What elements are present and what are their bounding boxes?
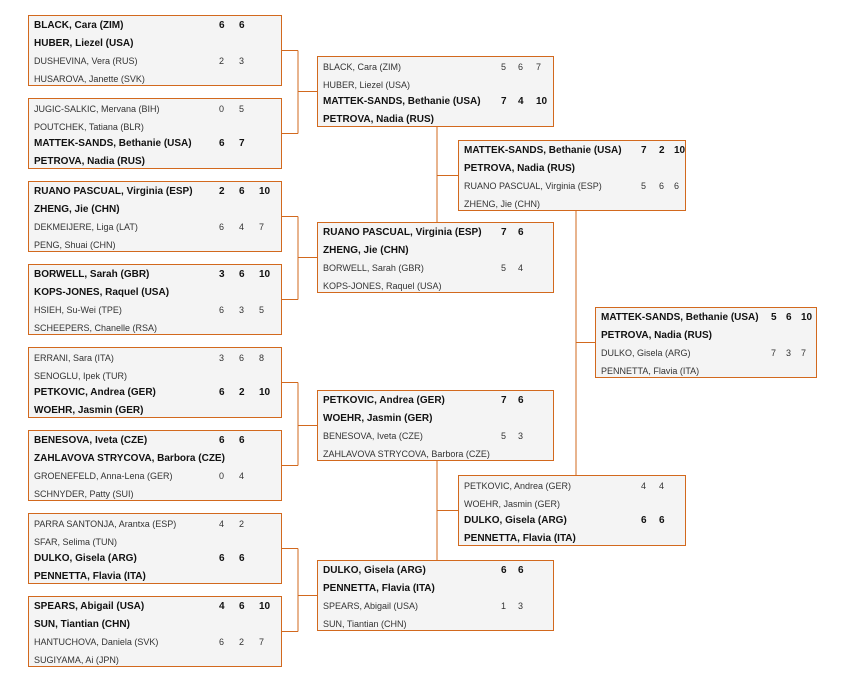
set-score: 6 (219, 305, 225, 315)
match-box (317, 390, 554, 461)
set-score: 6 (239, 269, 245, 280)
player-row (601, 363, 812, 379)
set-score: 6 (518, 227, 524, 238)
player-row (34, 53, 277, 69)
match-box (28, 98, 282, 169)
set-score: 2 (239, 637, 245, 647)
player-row (34, 385, 277, 401)
player-name: PETROVA, Nadia (RUS) (464, 162, 575, 174)
match-box (28, 181, 282, 252)
set-score: 6 (239, 186, 245, 197)
player-row (34, 219, 277, 235)
player-row (34, 617, 277, 633)
player-name: PETROVA, Nadia (RUS) (323, 113, 434, 125)
player-row (34, 551, 277, 567)
player-row (34, 202, 277, 218)
set-score: 6 (786, 312, 792, 323)
player-row (34, 119, 277, 135)
set-score: 6 (219, 637, 225, 647)
player-row (323, 428, 549, 444)
set-score: 6 (239, 435, 245, 446)
player-name: BLACK, Cara (ZIM) (323, 62, 402, 72)
match-box (28, 430, 282, 501)
set-score: 4 (659, 481, 665, 491)
set-score: 2 (239, 387, 245, 398)
set-score: 6 (518, 62, 524, 72)
set-score: 6 (219, 138, 225, 149)
set-score: 4 (641, 481, 647, 491)
set-score: 7 (501, 227, 507, 238)
set-score: 4 (518, 96, 524, 107)
set-score: 5 (259, 305, 265, 315)
set-score: 3 (239, 56, 245, 66)
player-name: RUANO PASCUAL, Virginia (ESP) (323, 227, 482, 238)
set-score: 7 (239, 138, 245, 149)
set-score: 6 (239, 20, 245, 31)
set-score: 6 (239, 553, 245, 564)
player-name: ZHENG, Jie (CHN) (323, 244, 409, 256)
set-score: 3 (518, 431, 524, 441)
player-name: SUN, Tiantian (CHN) (34, 618, 130, 630)
match-box (28, 347, 282, 418)
set-score: 7 (501, 96, 507, 107)
set-score: 6 (219, 20, 225, 31)
set-score: 2 (219, 186, 225, 197)
set-score: 5 (501, 263, 507, 273)
player-name: RUANO PASCUAL, Virginia (ESP) (34, 186, 193, 197)
player-row (323, 616, 549, 632)
set-score: 3 (219, 269, 225, 280)
set-score: 4 (219, 519, 225, 529)
set-score: 6 (518, 565, 524, 576)
player-name: SENOGLU, Ipek (TUR) (34, 370, 128, 381)
player-row (34, 320, 277, 336)
set-score: 10 (259, 601, 271, 612)
set-score: 4 (518, 263, 524, 273)
player-name: SFAR, Selima (TUN) (34, 536, 118, 547)
player-name: KOPS-JONES, Raquel (USA) (34, 286, 170, 298)
player-row (323, 77, 549, 93)
player-row (34, 634, 277, 650)
player-name: SPEARS, Abigail (USA) (323, 601, 419, 611)
player-row (464, 531, 681, 547)
player-name: MATTEK-SANDS, Bethanie (USA) (34, 138, 192, 149)
match-box (28, 264, 282, 335)
player-row (323, 243, 549, 259)
player-row (34, 368, 277, 384)
player-name: PENG, Shuai (CHN) (34, 239, 116, 250)
player-name: HANTUCHOVA, Daniela (SVK) (34, 637, 159, 647)
player-name: PETKOVIC, Andrea (GER) (464, 481, 572, 491)
player-name: PARRA SANTONJA, Arantxa (ESP) (34, 519, 177, 529)
player-row (601, 345, 812, 361)
match-box (28, 15, 282, 86)
match-box (458, 475, 686, 546)
player-row (34, 36, 277, 52)
player-row (464, 143, 686, 159)
set-score: 4 (239, 471, 245, 481)
player-name: GROENEFELD, Anna-Lena (GER) (34, 471, 173, 481)
player-row (34, 652, 277, 668)
player-name: JUGIC-SALKIC, Mervana (BIH) (34, 104, 160, 114)
set-score: 7 (771, 348, 777, 358)
player-name: PENNETTA, Flavia (ITA) (323, 582, 435, 594)
player-row (34, 267, 277, 283)
player-name: ZHENG, Jie (CHN) (34, 203, 120, 215)
set-score: 6 (219, 435, 225, 446)
player-name: MATTEK-SANDS, Bethanie (USA) (601, 312, 759, 323)
player-name: PENNETTA, Flavia (ITA) (601, 365, 700, 376)
player-name: WOEHR, Jasmin (GER) (464, 498, 561, 509)
player-row (34, 534, 277, 550)
player-name: DUSHEVINA, Vera (RUS) (34, 56, 138, 66)
player-name: BORWELL, Sarah (GBR) (323, 263, 424, 273)
player-name: MATTEK-SANDS, Bethanie (USA) (323, 96, 481, 107)
set-score: 7 (536, 62, 542, 72)
match-box (595, 307, 817, 378)
player-row (323, 260, 549, 276)
set-score: 2 (659, 145, 665, 156)
player-row (34, 468, 277, 484)
set-score: 10 (536, 96, 548, 107)
set-score: 7 (259, 637, 265, 647)
set-score: 5 (501, 431, 507, 441)
set-score: 5 (501, 62, 507, 72)
player-row (464, 478, 681, 494)
player-name: WOEHR, Jasmin (GER) (323, 412, 433, 424)
player-name: KOPS-JONES, Raquel (USA) (323, 280, 442, 291)
player-name: HUBER, Liezel (USA) (323, 79, 411, 90)
player-name: PENNETTA, Flavia (ITA) (464, 532, 576, 544)
set-score: 3 (786, 348, 792, 358)
player-row (323, 563, 549, 579)
set-score: 6 (659, 181, 665, 191)
match-box (458, 140, 686, 211)
player-row (601, 310, 812, 326)
player-row (34, 101, 277, 117)
set-score: 10 (801, 312, 813, 323)
player-name: DULKO, Gisela (ARG) (601, 348, 691, 358)
set-score: 5 (239, 104, 245, 114)
player-name: HUBER, Liezel (USA) (34, 37, 134, 49)
player-name: ERRANI, Sara (ITA) (34, 353, 114, 363)
set-score: 4 (219, 601, 225, 612)
match-box (317, 560, 554, 631)
player-name: SPEARS, Abigail (USA) (34, 601, 145, 612)
set-score: 7 (801, 348, 807, 358)
set-score: 7 (641, 145, 647, 156)
set-score: 7 (259, 222, 265, 232)
player-row (464, 513, 681, 529)
player-name: HSIEH, Su-Wei (TPE) (34, 305, 122, 315)
match-box (28, 513, 282, 584)
player-name: POUTCHEK, Tatiana (BLR) (34, 121, 144, 132)
player-row (34, 599, 277, 615)
player-name: DEKMEIJERE, Liga (LAT) (34, 222, 138, 232)
player-name: PETKOVIC, Andrea (GER) (34, 387, 156, 398)
player-row (34, 154, 277, 170)
player-row (34, 433, 277, 449)
set-score: 3 (219, 353, 225, 363)
set-score: 6 (219, 553, 225, 564)
player-row (323, 59, 549, 75)
player-row (34, 71, 277, 87)
set-score: 3 (518, 601, 524, 611)
player-name: DULKO, Gisela (ARG) (34, 553, 137, 564)
player-name: ZAHLAVOVA STRYCOVA, Barbora (CZE) (34, 452, 225, 464)
player-name: DULKO, Gisela (ARG) (464, 515, 567, 526)
player-row (323, 393, 549, 409)
player-row (34, 516, 277, 532)
player-row (323, 112, 549, 128)
player-row (34, 184, 277, 200)
player-name: PETKOVIC, Andrea (GER) (323, 395, 445, 406)
set-score: 0 (219, 104, 225, 114)
set-score: 6 (239, 601, 245, 612)
player-row (323, 446, 549, 462)
player-name: RUANO PASCUAL, Virginia (ESP) (464, 181, 602, 191)
set-score: 7 (501, 395, 507, 406)
set-score: 2 (219, 56, 225, 66)
player-name: PETROVA, Nadia (RUS) (601, 329, 712, 341)
player-row (464, 161, 681, 177)
set-score: 10 (259, 269, 271, 280)
player-name: SCHEEPERS, Chanelle (RSA) (34, 322, 158, 333)
player-row (323, 278, 549, 294)
player-row (323, 581, 549, 597)
match-box (317, 56, 554, 127)
set-score: 6 (659, 515, 665, 526)
set-score: 6 (239, 353, 245, 363)
player-name: WOEHR, Jasmin (GER) (34, 404, 144, 416)
player-name: ZHENG, Jie (CHN) (464, 198, 540, 209)
player-row (34, 285, 277, 301)
set-score: 6 (641, 515, 647, 526)
match-box (317, 222, 554, 293)
player-name: SUGIYAMA, Ai (JPN) (34, 654, 119, 665)
set-score: 8 (259, 353, 265, 363)
player-row (34, 451, 277, 467)
set-score: 6 (518, 395, 524, 406)
set-score: 4 (239, 222, 245, 232)
match-box (28, 596, 282, 667)
set-score: 1 (501, 601, 507, 611)
set-score: 5 (641, 181, 647, 191)
player-row (323, 411, 549, 427)
set-score: 0 (219, 471, 225, 481)
set-score: 10 (259, 387, 271, 398)
player-row (34, 302, 277, 318)
player-row (34, 136, 277, 152)
player-row (34, 237, 277, 253)
player-name: BENESOVA, Iveta (CZE) (323, 431, 423, 441)
player-name: BENESOVA, Iveta (CZE) (34, 435, 148, 446)
set-score: 6 (219, 387, 225, 398)
player-row (464, 178, 681, 194)
player-name: DULKO, Gisela (ARG) (323, 565, 426, 576)
set-score: 6 (219, 222, 225, 232)
player-name: PENNETTA, Flavia (ITA) (34, 570, 146, 582)
player-name: BLACK, Cara (ZIM) (34, 20, 124, 31)
player-row (34, 18, 277, 34)
player-row (34, 486, 277, 502)
player-name: MATTEK-SANDS, Bethanie (USA) (464, 145, 622, 156)
set-score: 6 (674, 181, 680, 191)
set-score: 10 (674, 145, 686, 156)
player-row (34, 350, 277, 366)
player-row (323, 598, 549, 614)
set-score: 2 (239, 519, 245, 529)
set-score: 6 (501, 565, 507, 576)
set-score: 3 (239, 305, 245, 315)
player-name: BORWELL, Sarah (GBR) (34, 269, 150, 280)
player-name: SUN, Tiantian (CHN) (323, 618, 407, 629)
player-row (601, 328, 812, 344)
player-name: PETROVA, Nadia (RUS) (34, 155, 145, 167)
player-row (323, 94, 549, 110)
set-score: 5 (771, 312, 777, 323)
player-row (323, 225, 549, 241)
player-row (34, 569, 277, 585)
player-row (464, 196, 681, 212)
player-name: HUSAROVA, Janette (SVK) (34, 73, 145, 84)
player-name: ZAHLAVOVA STRYCOVA, Barbora (CZE) (323, 448, 490, 459)
set-score: 10 (259, 186, 271, 197)
player-row (464, 496, 681, 512)
player-name: SCHNYDER, Patty (SUI) (34, 488, 134, 499)
player-row (34, 403, 277, 419)
